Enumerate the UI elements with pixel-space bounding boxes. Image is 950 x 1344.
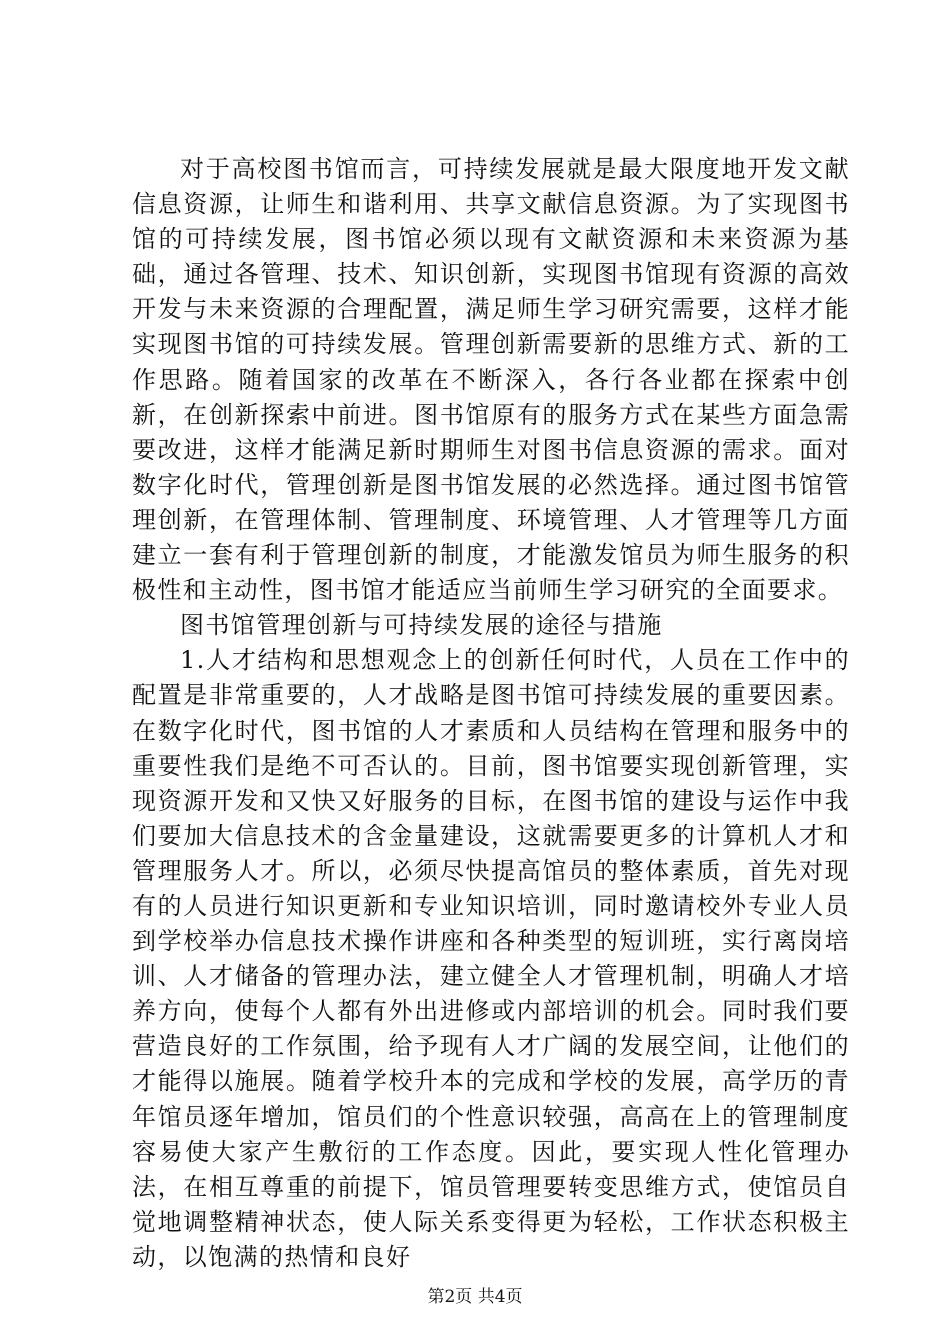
body-paragraph: 1.人才结构和思想观念上的创新任何时代，人员在工作中的配置是非常重要的，人才战略是图书馆可持续发展的重要因素。在数字化时代，图书馆的人才素质和人员结构在管理和服务中的重要性我们是绝不可否认的。目前，图书馆要实现创新管理，实现资源开发和又快又好服务的目标，在图书馆的建设与运作中我们要加大信息技术的含金量建设，这就需要更多的计算机人才和管理服务人才。所以，必须尽快提高馆员的整体素质，首先对现有的人员进行知识更新和专业知识培训，同时邀请校外专业人员到学校举办信息技术操作讲座和各种类型的短训班，实行离岗培训、人才储备的管理办法，建立健全人才管理机制，明确人才培养方向，使每个人都有外出进修或内部培训的机会。同时我们要营造良好的工作氛围，给予现有人才广阔的发展空间，让他们的才能得以施展。随着学校升本的完成和学校的发展，高学历的青年馆员逐年增加，馆员们的个性意识较强，高高在上的管理制度容易使大家产生敷衍的工作态度。因此，要实现人性化管理办法，在相互尊重的前提下，馆员管理要转变思维方式，使馆员自觉地调整精神状态，使人际关系变得更为轻松，工作状态积极主动，以饱满的热情和良好: [132, 646, 850, 1271]
section-heading: 图书馆管理创新与可持续发展的途径与措施: [180, 611, 663, 640]
body-paragraph: 对于高校图书馆而言，可持续发展就是最大限度地开发文献信息资源，让师生和谐利用、共享文献信息资源。为了实现图书馆的可持续发展，图书馆必须以现有文献资源和未来资源为基础，通过各管理、技术、知识创新，实现图书馆现有资源的高效开发与未来资源的合理配置，满足师生学习研究需要，这样才能实现图书馆的可持续发展。管理创新需要新的思维方式、新的工作思路。随着国家的改革在不断深入，各行各业都在探索中创新，在创新探索中前进。图书馆原有的服务方式在某些方面急需要改进，这样才能满足新时期师生对图书信息资源的需求。面对数字化时代，管理创新是图书馆发展的必然选择。通过图书馆管理创新，在管理体制、管理制度、环境管理、人才管理等几方面建立一套有利于管理创新的制度，才能激发馆员为师生服务的积极性和主动性，图书馆才能适应当前师生学习研究的全面要求。: [132, 155, 850, 605]
page-footer: 第2页 共4页: [427, 1287, 523, 1307]
document-body: [132, 152, 850, 1275]
